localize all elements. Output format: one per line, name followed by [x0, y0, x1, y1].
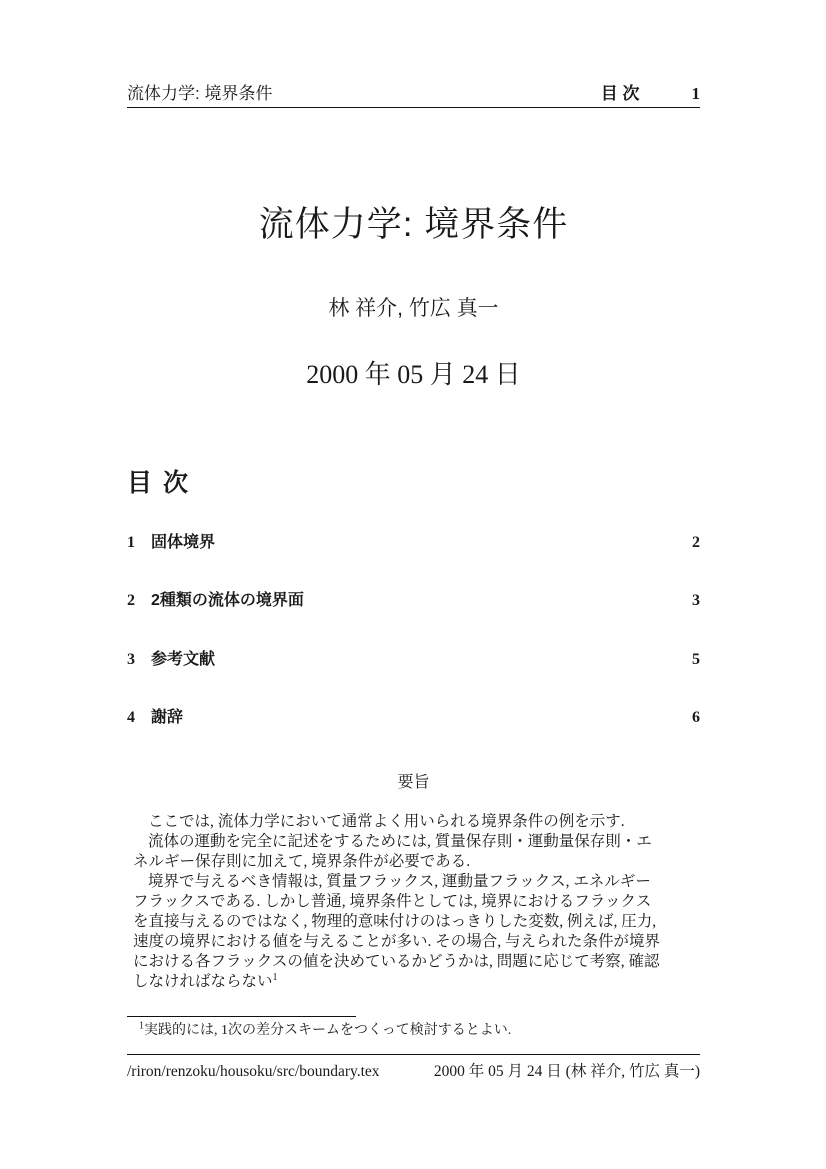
- date-line: 2000 年 05 月 24 日: [306, 360, 521, 389]
- page-footer: [127, 1062, 700, 1082]
- toc-heading: 目 次: [127, 469, 190, 497]
- abstract-line: を直接与えるのではなく, 物理的意味付けのはっきりした変数, 例えば, 圧力,: [133, 913, 657, 930]
- toc-entry-label: 参考文献: [151, 651, 216, 668]
- footnote: [127, 1022, 700, 1040]
- toc-entry-label: 2種類の流体の境界面: [151, 592, 304, 609]
- toc-entry-number: 3: [127, 651, 135, 668]
- footnote-text: 実践的には, 1次の差分スキームをつくって検討するとよい.: [144, 1023, 512, 1038]
- toc-entry-label: 固体境界: [151, 534, 216, 551]
- toc-entry-acknowledgements: [127, 709, 700, 727]
- header-section-name: 目 次: [600, 84, 640, 103]
- toc-entry-two-fluid-interface: [127, 592, 700, 610]
- authors-line: 林 祥介, 竹広 真一: [328, 297, 499, 320]
- toc-entry-number: 2: [127, 592, 135, 609]
- toc-entry-number: 4: [127, 709, 135, 726]
- abstract-heading: 要旨: [397, 774, 430, 791]
- page-title: 流体力学: 境界条件: [258, 205, 569, 244]
- abstract-line: における各フラックスの値を決めているかどうかは, 問題に応じて考察, 確認: [133, 953, 660, 970]
- toc-entry-page: 3: [692, 592, 700, 609]
- abstract-last-line: [133, 972, 677, 992]
- toc-entry-solid-boundary: [127, 534, 700, 552]
- abstract-last-line-text: しなければならない: [133, 973, 273, 990]
- abstract-line: 速度の境界における値を与えることが多い. その場合, 与えられた条件が境界: [133, 933, 661, 950]
- toc-entry-page: 5: [692, 651, 700, 668]
- footnote-reference-mark: 1: [272, 971, 278, 983]
- page-header: [127, 85, 700, 108]
- toc-entry-number: 1: [127, 534, 135, 551]
- abstract-line: ネルギー保存則に加えて, 境界条件が必要である.: [133, 853, 471, 870]
- toc-entry-label: 謝辞: [151, 709, 184, 726]
- toc-entry-references: [127, 651, 700, 669]
- footnote-rule: [127, 1016, 356, 1017]
- footer-file-path: /riron/renzoku/housoku/src/boundary.tex: [127, 1063, 380, 1080]
- toc-entry-page: 6: [692, 709, 700, 726]
- abstract-line: 境界で与えるべき情報は, 質量フラックス, 運動量フラックス, エネルギー: [148, 873, 651, 890]
- header-page-number: 1: [691, 84, 700, 103]
- abstract-line: フラックスである. しかし普通, 境界条件としては, 境界におけるフラックス: [133, 893, 652, 910]
- footer-rule: [127, 1054, 700, 1055]
- header-right-group: [601, 85, 700, 103]
- footer-date-authors: 2000 年 05 月 24 日 (林 祥介, 竹広 真一): [433, 1063, 700, 1080]
- header-document-title: 流体力学: 境界条件: [127, 84, 273, 103]
- footnote-mark: 1: [139, 1020, 144, 1032]
- abstract-body: [133, 812, 677, 992]
- abstract-line: 流体の運動を完全に記述をするためには, 質量保存則・運動量保存則・エ: [148, 833, 652, 850]
- toc-entry-page: 2: [692, 534, 700, 551]
- abstract-line: ここでは, 流体力学において通常よく用いられる境界条件の例を示す.: [148, 813, 625, 830]
